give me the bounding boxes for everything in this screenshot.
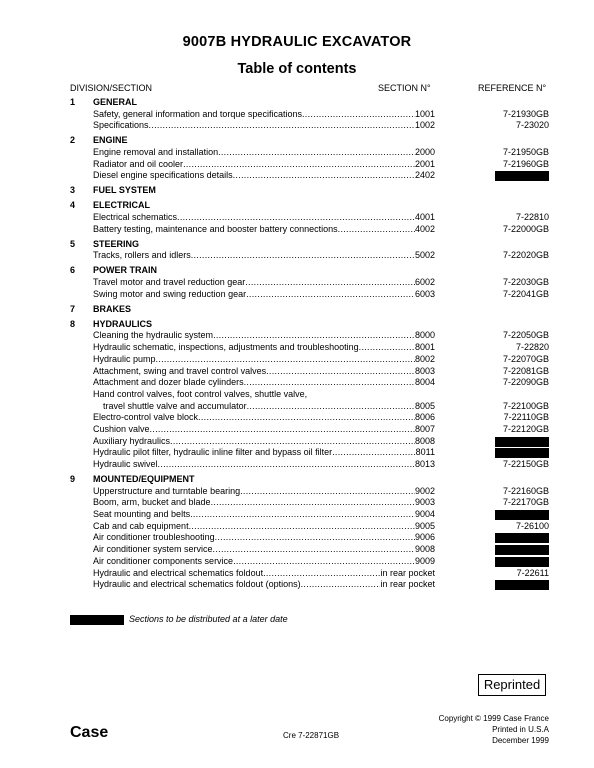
toc-entry-row (0, 277, 594, 289)
section-number: 2402 (414, 170, 435, 181)
toc-entry (93, 486, 435, 498)
toc-entry-row (0, 412, 594, 424)
reference-number: 7-22611 (516, 567, 549, 578)
redacted-reference-block (495, 557, 549, 567)
division-row (0, 200, 594, 212)
dot-leader (213, 330, 415, 342)
reference-number-header: REFERENCE N° (478, 83, 547, 93)
section-number: 8008 (414, 435, 435, 446)
dot-leader (215, 532, 415, 544)
toc-entry (93, 289, 435, 301)
section-number: 8002 (414, 353, 435, 364)
reference-number: 7-22000GB (502, 223, 549, 234)
toc-entry (93, 120, 435, 132)
division-row (0, 185, 594, 197)
reference-number: 7-22820 (515, 342, 549, 353)
dot-leader (233, 556, 415, 568)
toc-entry (93, 354, 435, 366)
toc-entry-row (0, 224, 594, 236)
reference-number: 7-22070GB (502, 353, 549, 364)
toc-entry (93, 330, 435, 342)
division-title: MOUNTED/EQUIPMENT (93, 474, 195, 484)
toc-entry (93, 366, 435, 378)
division-title: GENERAL (93, 97, 138, 107)
toc-entry-row (0, 424, 594, 436)
dot-leader (246, 289, 415, 301)
toc-entry-row (0, 568, 594, 580)
toc-entry-row (0, 532, 594, 544)
entry-title: Electrical schematics (93, 212, 178, 223)
part-code: Cre 7-22871GB (283, 731, 340, 740)
division-section-header: DIVISION/SECTION (70, 83, 153, 93)
dot-leader (177, 212, 415, 224)
division-row (0, 319, 594, 331)
toc-entry-row (0, 147, 594, 159)
reference-number: 7-22050GB (502, 330, 549, 341)
section-number: 9006 (414, 532, 435, 543)
dot-leader (263, 568, 380, 580)
entry-title: Swing motor and swing reduction gear (93, 288, 247, 299)
entry-title: Cleaning the hydraulic system (93, 330, 214, 341)
entry-title: Hydraulic and electrical schematics foldout (93, 567, 264, 578)
toc-entry-row (0, 330, 594, 342)
section-number: 2001 (414, 158, 435, 169)
entry-title: Upperstructure and turntable bearing (93, 485, 241, 496)
redacted-reference-block (495, 448, 549, 458)
division-row (0, 304, 594, 316)
division-number: 1 (70, 97, 76, 107)
dot-leader (218, 147, 415, 159)
reference-number: 7-21960GB (502, 158, 549, 169)
division-row (0, 474, 594, 486)
section-number: 8007 (414, 423, 435, 434)
entry-title: Radiator and oil cooler (93, 158, 184, 169)
legend-text: Sections to be distributed at a later date (129, 614, 288, 624)
section-number: 8011 (415, 447, 435, 458)
reference-number: 7-22041GB (502, 288, 549, 299)
reference-number: 7-22120GB (502, 423, 549, 434)
division-title: BRAKES (93, 303, 132, 314)
section-number: 6003 (414, 288, 435, 299)
division-number: 2 (70, 135, 76, 146)
toc-entry-row (0, 497, 594, 509)
division-number: 8 (70, 318, 76, 329)
dot-leader (189, 521, 415, 533)
toc-entry (93, 568, 435, 580)
dot-leader (338, 224, 415, 236)
document-title: 9007B HYDRAULIC EXCAVATOR (182, 34, 412, 50)
section-number: 9005 (414, 520, 435, 531)
toc-entry (93, 544, 435, 556)
dot-leader (211, 497, 415, 509)
toc-entry (93, 556, 435, 568)
entry-title: Safety, general information and torque specifications (93, 108, 302, 119)
dot-leader (359, 342, 415, 354)
dot-leader (240, 486, 415, 498)
publication-date: December 1999 (492, 736, 549, 745)
toc-entry (93, 532, 435, 544)
section-number: 8000 (414, 330, 435, 341)
reference-number: 7-22081GB (502, 365, 549, 376)
entry-title: Hydraulic pilot filter, hydraulic inline filter and bypass oil filter (93, 447, 333, 458)
dot-leader (213, 544, 415, 556)
division-number: 6 (70, 265, 76, 276)
dot-leader (170, 436, 415, 448)
toc-entry (93, 159, 435, 171)
division-title: STEERING (93, 238, 140, 249)
toc-entry-row (0, 354, 594, 366)
toc-entry-row (0, 447, 594, 459)
section-number: 9008 (414, 544, 435, 555)
section-number: 8005 (414, 400, 435, 411)
toc-entry-row (0, 342, 594, 354)
section-number: 4001 (414, 212, 435, 223)
entry-title: Cushion valve (93, 423, 150, 434)
redacted-reference-block (495, 171, 549, 181)
division-row (0, 97, 594, 109)
reference-number: 7-26100 (515, 520, 549, 531)
division-number: 7 (70, 303, 76, 314)
entry-title: Tracks, rollers and idlers (93, 250, 191, 261)
section-number: 9002 (414, 485, 435, 496)
entry-title: Hydraulic and electrical schematics foldout (options) (93, 579, 301, 590)
reprinted-stamp: Reprinted (478, 674, 546, 696)
toc-entry-row (0, 109, 594, 121)
entry-title: Hydraulic swivel (93, 459, 158, 470)
division-row (0, 265, 594, 277)
toc-entry (93, 521, 435, 533)
printed-in-line: Printed in U.S.A (492, 725, 549, 734)
toc-entry-row (0, 579, 594, 591)
toc-entry (93, 412, 435, 424)
toc-entry-row (0, 120, 594, 132)
section-number: 8003 (414, 365, 435, 376)
division-title: FUEL SYSTEM (93, 185, 156, 196)
toc-entry-row (0, 159, 594, 171)
toc-list (0, 97, 594, 591)
reference-number: 7-21930GB (502, 108, 549, 119)
toc-entry-row (0, 389, 594, 401)
redacted-reference-block (495, 437, 549, 447)
section-number: 8004 (414, 377, 435, 388)
division-number: 3 (70, 185, 76, 196)
division-number: 4 (70, 200, 76, 211)
section-number: 8013 (414, 459, 435, 470)
entry-title: Cab and cab equipment (93, 520, 189, 531)
toc-entry-row (0, 377, 594, 389)
section-number: in rear pocket (380, 567, 435, 578)
dot-leader (150, 424, 415, 436)
division-title: POWER TRAIN (93, 265, 157, 276)
dot-leader (190, 509, 415, 521)
toc-entry-row (0, 436, 594, 448)
section-number: 9009 (414, 555, 435, 566)
dot-leader (233, 170, 415, 182)
entry-title: Auxiliary hydraulics (93, 435, 171, 446)
toc-entry (93, 250, 435, 262)
redacted-reference-block (495, 545, 549, 555)
toc-entry (93, 224, 435, 236)
toc-entry-row (0, 509, 594, 521)
dot-leader (245, 277, 415, 289)
section-number: 8006 (414, 412, 435, 423)
section-number: 9003 (414, 497, 435, 508)
toc-entry (93, 509, 435, 521)
toc-entry (93, 447, 435, 459)
section-number: 6002 (414, 277, 435, 288)
section-number: 1002 (414, 120, 435, 131)
toc-entry (93, 459, 435, 471)
toc-entry-row (0, 459, 594, 471)
entry-title: Engine removal and installation (93, 147, 219, 158)
toc-entry (93, 424, 435, 436)
toc-entry-row (0, 250, 594, 262)
entry-title: Travel motor and travel reduction gear (93, 277, 246, 288)
section-number: 2000 (414, 147, 435, 158)
section-number-header: SECTION N° (378, 83, 431, 93)
dot-leader (332, 447, 416, 459)
dot-leader (198, 412, 415, 424)
section-number: 4002 (414, 223, 435, 234)
entry-title: Hydraulic pump (93, 353, 156, 364)
toc-entry-row (0, 544, 594, 556)
toc-entry (93, 579, 435, 591)
dot-leader (158, 459, 415, 471)
dot-leader (302, 109, 415, 121)
toc-entry (93, 109, 435, 121)
reference-number: 7-22170GB (502, 497, 549, 508)
toc-entry-row (0, 170, 594, 182)
entry-title: Boom, arm, bucket and blade (93, 497, 211, 508)
section-number: in rear pocket (380, 579, 435, 590)
toc-entry-row (0, 212, 594, 224)
reference-number: 7-22110GB (503, 412, 549, 423)
entry-title: Hydraulic schematic, inspections, adjustments and troubleshooting (93, 342, 359, 353)
dot-leader (191, 250, 415, 262)
entry-title: Air conditioner system service (93, 544, 213, 555)
toc-entry-row (0, 521, 594, 533)
dot-leader (247, 401, 415, 413)
toc-entry (93, 342, 435, 354)
entry-title: Seat mounting and belts (93, 509, 191, 520)
redacted-reference-block (495, 580, 549, 590)
entry-title: Electro-control valve block (93, 412, 199, 423)
toc-entry-row (0, 556, 594, 568)
toc-entry (93, 497, 435, 509)
reference-number: 7-23020 (515, 120, 549, 131)
entry-title: travel shuttle valve and accumulator (103, 400, 247, 411)
dot-leader (244, 377, 415, 389)
entry-title: Specifications (93, 120, 149, 131)
toc-entry-row (0, 486, 594, 498)
entry-title: Attachment, swing and travel control valves (93, 365, 267, 376)
toc-entry (93, 401, 435, 413)
toc-entry (93, 147, 435, 159)
copyright-line: Copyright © 1999 Case France (438, 714, 549, 723)
reference-number: 7-22090GB (502, 377, 549, 388)
dot-leader (266, 366, 415, 378)
section-number: 5002 (414, 250, 435, 261)
dot-leader (301, 579, 381, 591)
reference-number: 7-22160GB (502, 485, 549, 496)
reference-number: 7-22030GB (502, 277, 549, 288)
redacted-reference-block (495, 533, 549, 543)
dot-leader (149, 120, 415, 132)
dot-leader (183, 159, 415, 171)
section-number: 9004 (414, 509, 435, 520)
division-title: HYDRAULICS (93, 318, 153, 329)
division-number: 5 (70, 238, 76, 249)
toc-entry (93, 277, 435, 289)
footer-imprint (439, 713, 549, 746)
toc-entry-row (0, 289, 594, 301)
brand-name: Case (70, 724, 109, 741)
toc-entry (93, 170, 435, 182)
entry-title: Air conditioner troubleshooting (93, 532, 215, 543)
reference-number: 7-22100GB (502, 400, 549, 411)
table-of-contents-heading: Table of contents (237, 61, 357, 77)
toc-entry-row (0, 366, 594, 378)
entry-title: Attachment and dozer blade cylinders (93, 377, 244, 388)
entry-title: Hand control valves, foot control valves, shuttle valve, (93, 388, 308, 399)
division-title: ENGINE (93, 135, 128, 146)
redacted-reference-block (495, 510, 549, 520)
division-row (0, 239, 594, 251)
division-title: ELECTRICAL (93, 200, 150, 211)
division-row (0, 135, 594, 147)
dot-leader (156, 354, 415, 366)
toc-entry (93, 212, 435, 224)
section-number: 8001 (414, 342, 435, 353)
section-number: 1001 (414, 108, 435, 119)
entry-title: Battery testing, maintenance and booster battery connections (93, 223, 338, 234)
toc-entry-row (0, 401, 594, 413)
reference-number: 7-22810 (515, 212, 549, 223)
toc-entry (93, 436, 435, 448)
reference-number: 7-21950GB (502, 147, 549, 158)
entry-title: Diesel engine specifications details (93, 170, 233, 181)
entry-title: Air conditioner components service (93, 555, 234, 566)
toc-entry (93, 377, 435, 389)
reference-number: 7-22020GB (502, 250, 549, 261)
legend-redaction-swatch (70, 615, 124, 625)
reference-number: 7-22150GB (502, 459, 549, 470)
division-number: 9 (70, 474, 76, 484)
